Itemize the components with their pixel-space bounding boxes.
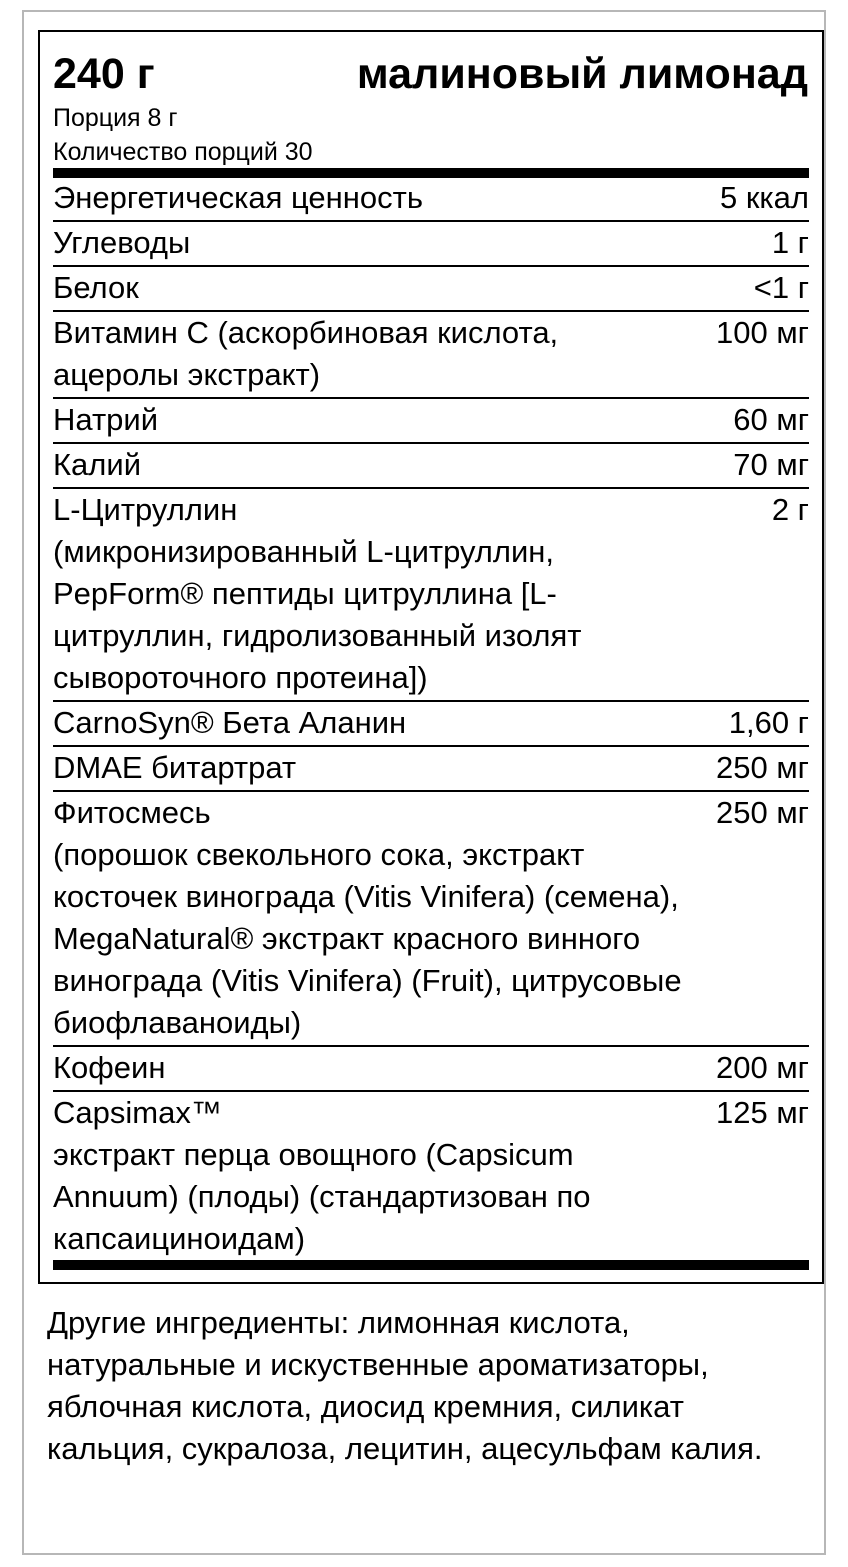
nutrient-name: Фитосмесь (порошок свекольного сока, экстракт косточек винограда (Vitis Vinifera) (семена), MegaNatural® экстракт красного винного винограда (Vitis Vinifera) (Fruit), цитрусовые биофлаваноиды) [53,795,682,1040]
other-ingredients: Другие ингредиенты: лимонная кислота, натуральные и искуственные ароматизаторы, яблочная кислота, диосид кремния, силикат кальция, сукралоза, лецитин, ацесульфам калия. [47,1305,763,1466]
nutrient-amount: 5 ккал [720,180,809,215]
footer-divider [53,1260,809,1270]
nutrient-name: Capsimax™ экстракт перца овощного (Capsicum Annuum) (плоды) (стандартизован по капсаициноидам) [53,1095,591,1256]
nutrient-amount: 70 мг [733,447,809,482]
nutrient-amount: 250 мг [716,795,809,830]
nutrient-amount: 200 мг [716,1050,809,1085]
nutrient-amount: 1,60 г [728,705,809,740]
nutrient-amount: 1 г [771,225,809,260]
flavor-title: малиновый лимонад [356,50,808,98]
nutrient-name: Калий [53,447,142,482]
nutrient-amount: 100 мг [716,315,809,350]
nutrient-amount: 60 мг [733,402,809,437]
nutrient-name: Углеводы [53,225,191,260]
nutrient-name: Белок [53,270,139,305]
nutrient-amount: 250 мг [716,750,809,785]
nutrient-name: Натрий [53,402,159,437]
row-divider [53,442,809,444]
nutrient-name: L-Цитруллин (микронизированный L-цитруллин, PepForm® пептиды цитруллина [L- цитруллин, гидролизованный изолят сывороточного протеина]) [53,492,582,695]
nutrient-name: DMAE битартрат [53,750,297,785]
nutrient-name: Энергетическая ценность [53,180,423,215]
package-weight: 240 г [53,50,155,98]
row-divider [53,265,809,267]
nutrient-name: CarnoSyn® Бета Аланин [53,705,407,740]
row-divider [53,397,809,399]
row-divider [53,1045,809,1047]
nutrient-amount: 2 г [771,492,809,527]
nutrient-name: Витамин С (аскорбиновая кислота, ацеролы экстракт) [53,315,559,392]
serving-size: Порция 8 г [53,104,178,132]
nutrient-amount: 125 мг [716,1095,809,1130]
servings-count: Количество порций 30 [53,138,313,166]
nutrient-name: Кофеин [53,1050,166,1085]
nutrient-amount: <1 г [753,270,809,305]
